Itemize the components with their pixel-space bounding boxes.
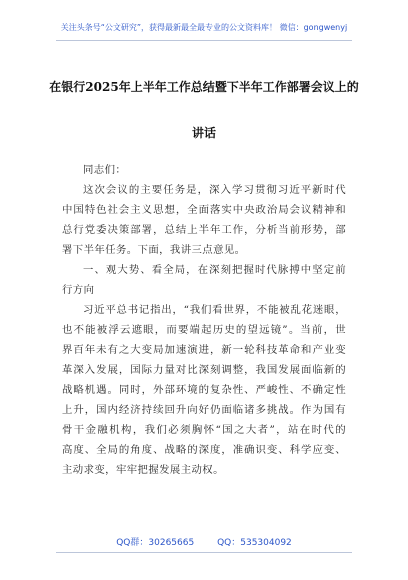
footer-divider — [56, 552, 352, 553]
paragraph-line: 这次会议的主要任务是，深入学习贯彻习近平新时代 — [83, 184, 346, 196]
footer-contact — [0, 535, 408, 548]
footer-qq-group: QQ群：30265665 — [116, 538, 195, 548]
paragraph-line: 习近平总书记指出，“我们看世界，不能被乱花迷眼， — [83, 304, 346, 316]
paragraph-line: 也不能被浮云遮眼，而要端起历史的望远镜”。当前，世 — [62, 324, 346, 336]
header-promo-note: 关注头条号“公文研究”，获得最新最全最专业的公文资料库！ 微信：gongwenyj — [60, 23, 348, 32]
document-title-line-1: 在银行2025年上半年工作总结暨下半年工作部署会议上的 — [49, 80, 359, 94]
footer-qq: QQ：535304092 — [217, 538, 292, 548]
section-heading-line: 行方向 — [62, 284, 95, 296]
paragraph-line: 主动求变，牢牢把握发展主动权。 — [62, 464, 224, 476]
header-divider — [56, 40, 352, 41]
paragraph-line: 革深入发展，国际力量对比深刻调整，我国发展面临新的 — [62, 364, 346, 376]
paragraph-line: 高度、全局的角度、战略的深度，准确识变、科学应变、 — [62, 444, 346, 456]
paragraph-line: 总行党委决策部署，总结上半年工作，分析当前形势，部 — [62, 224, 346, 236]
paragraph-line: 战略机遇。同时，外部环境的复杂性、严峻性、不确定性 — [62, 384, 346, 396]
paragraph-line: 上升，国内经济持续回升向好仍面临诸多挑战。作为国有 — [62, 404, 346, 416]
paragraph-line: 署下半年任务。下面，我讲三点意见。 — [62, 244, 246, 256]
document-body — [62, 160, 346, 480]
paragraph-line: 骨干金融机构，我们必须胸怀“国之大者”，站在时代的 — [62, 424, 346, 436]
paragraph-line: 界百年未有之大变局加速演进，新一轮科技革命和产业变 — [62, 344, 346, 356]
salutation: 同志们： — [83, 164, 127, 176]
paragraph-line: 中国特色社会主义思想，全面落实中央政治局会议精神和 — [62, 204, 346, 216]
section-heading-line: 一、观大势、看全局，在深刻把握时代脉搏中坚定前 — [83, 264, 346, 276]
document-title-line-2: 讲话 — [191, 126, 216, 140]
